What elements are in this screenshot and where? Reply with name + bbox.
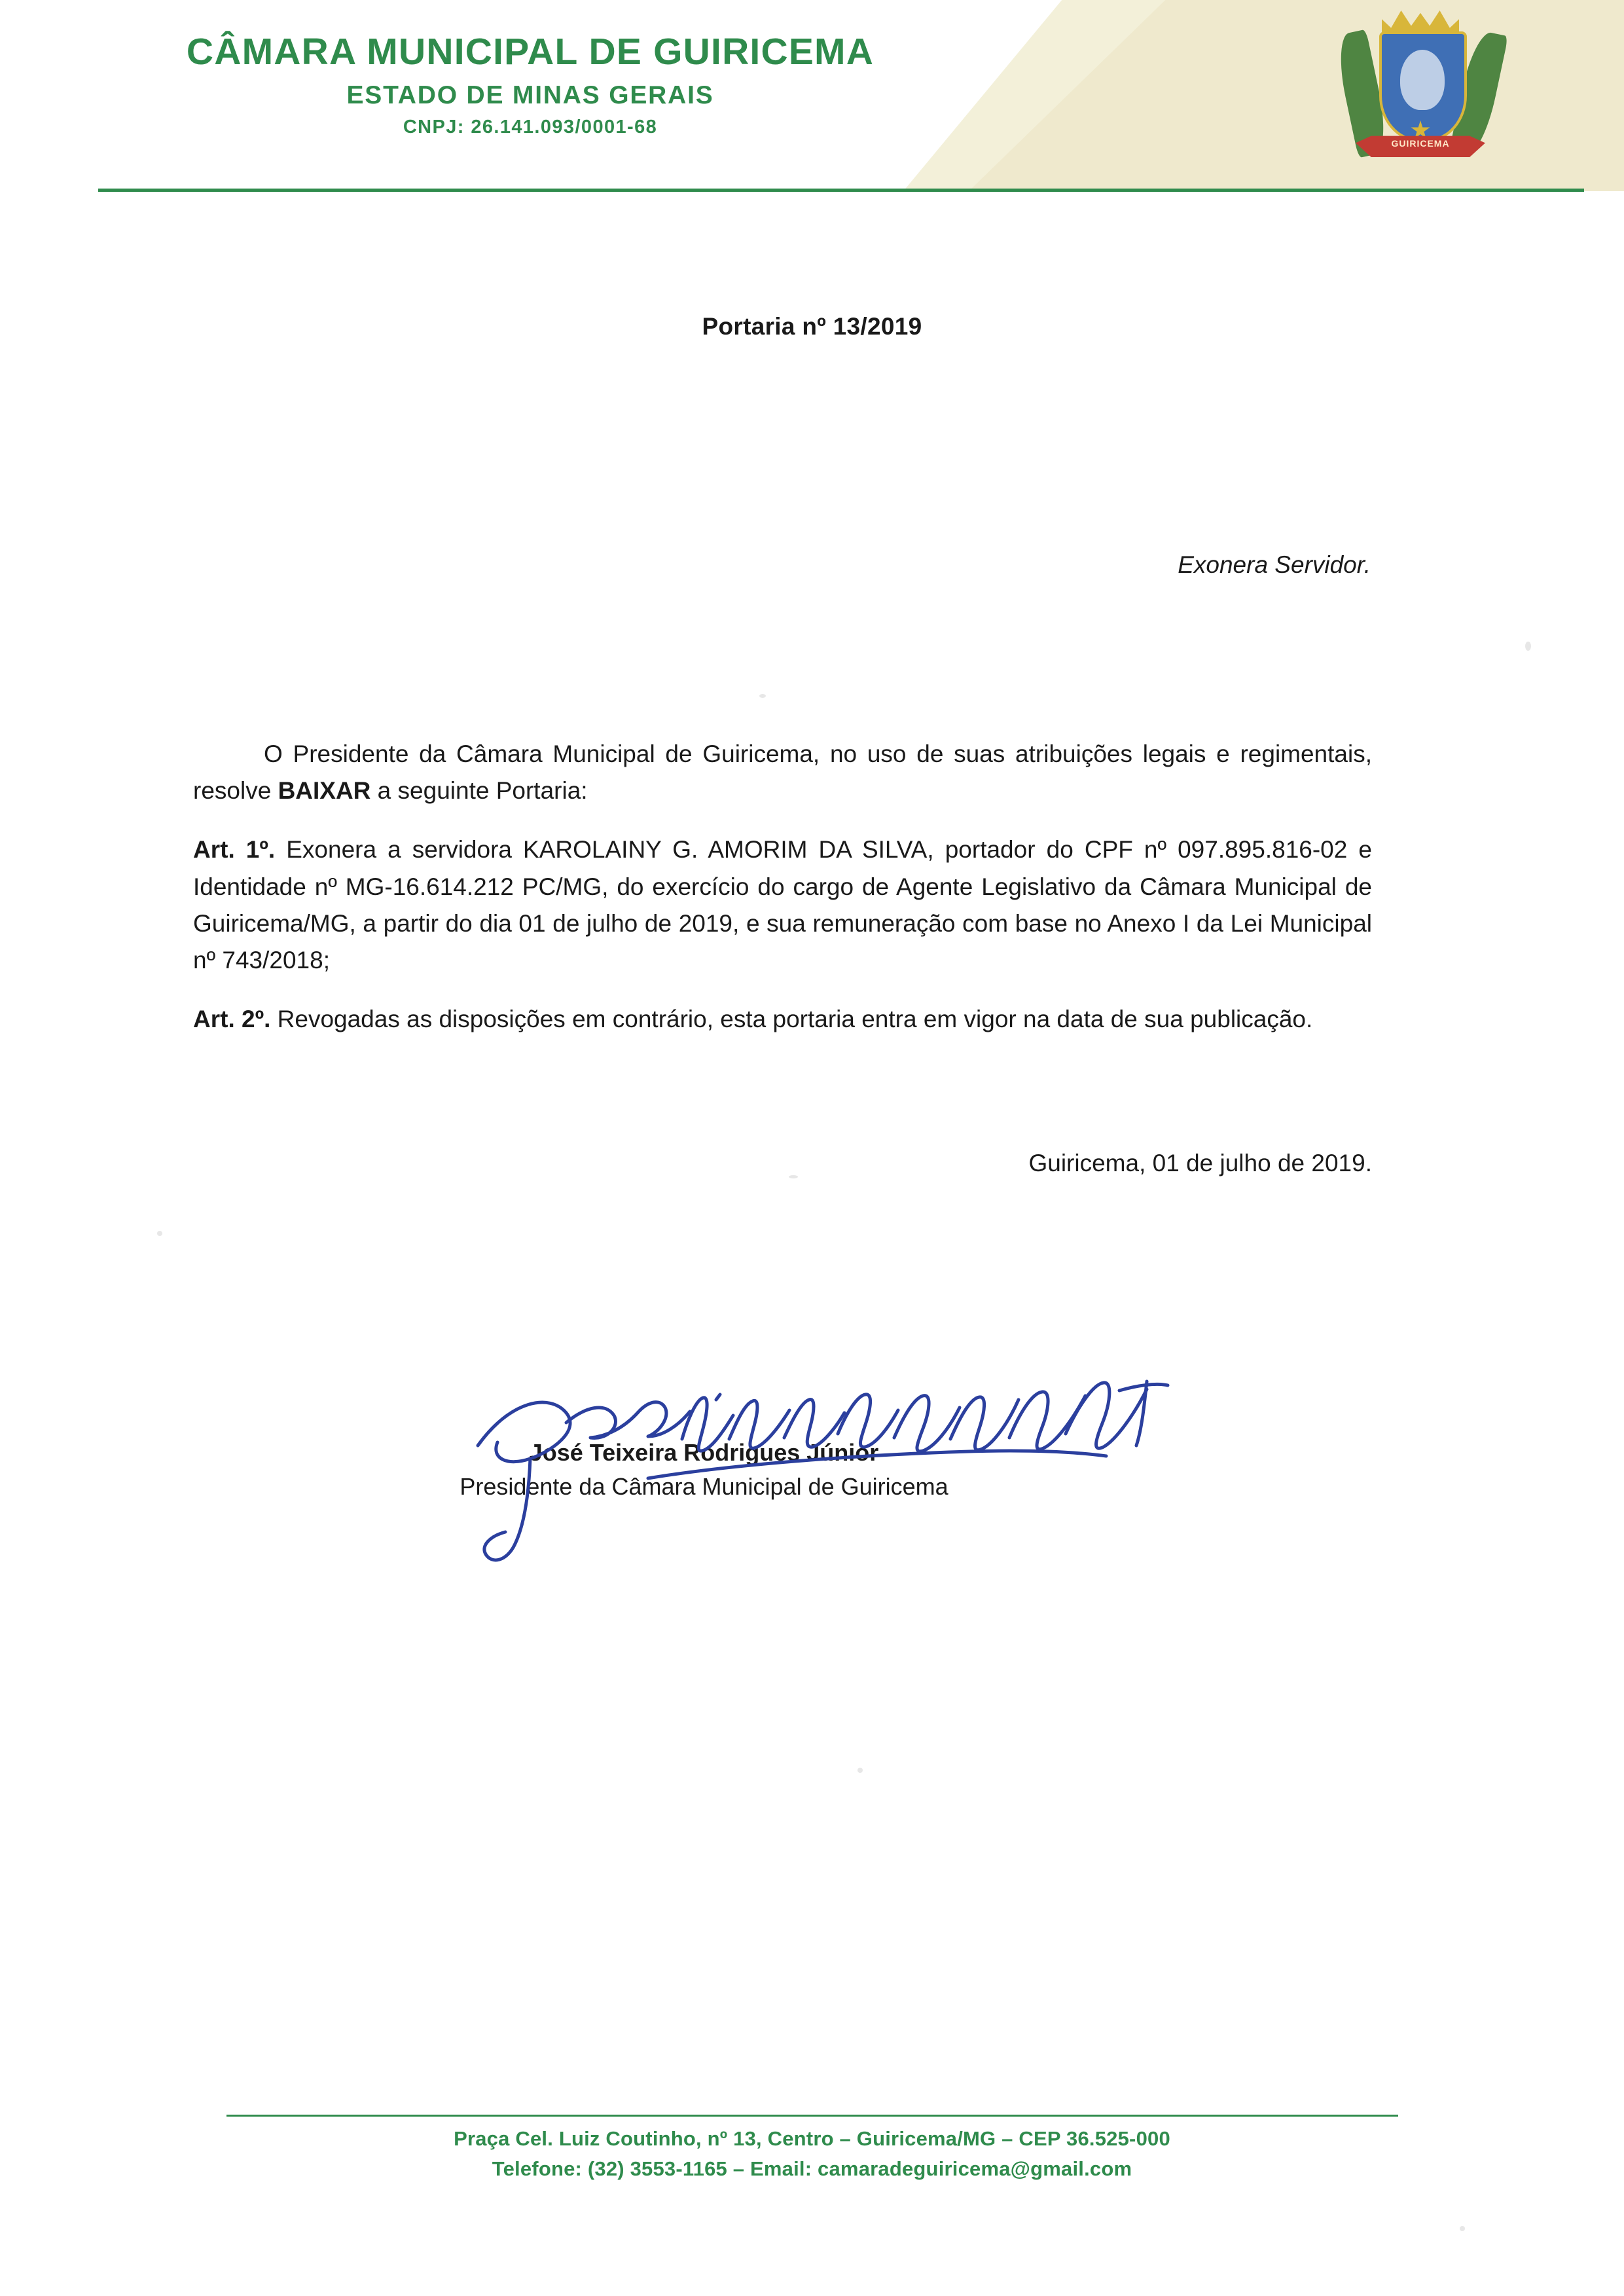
scan-speck bbox=[1460, 2226, 1465, 2231]
page-title: Portaria nº 13/2019 bbox=[702, 313, 922, 340]
paragraph-article-1 bbox=[193, 831, 1372, 979]
state-name: ESTADO DE MINAS GERAIS bbox=[346, 81, 714, 109]
crest-label: GUIRICEMA bbox=[1391, 138, 1450, 149]
document-subject: Exonera Servidor. bbox=[1178, 551, 1371, 578]
scan-speck bbox=[857, 1768, 863, 1773]
preamble-text-end: a seguinte Portaria: bbox=[370, 777, 588, 805]
cnpj-number: CNPJ: 26.141.093/0001-68 bbox=[403, 117, 658, 137]
preamble-emphasis: BAIXAR bbox=[278, 777, 371, 805]
shield-inner-figure-icon bbox=[1400, 50, 1445, 110]
paragraph-article-2 bbox=[193, 1001, 1372, 1038]
signatory-role: Presidente da Câmara Municipal de Guiricema bbox=[460, 1472, 948, 1500]
letterhead-text-block bbox=[0, 30, 1060, 138]
scan-speck bbox=[1525, 642, 1531, 651]
coat-of-arms-icon bbox=[1339, 5, 1502, 182]
shield-icon bbox=[1379, 31, 1467, 141]
place-and-date: Guiricema, 01 de julho de 2019. bbox=[1028, 1149, 1372, 1176]
organization-name: CÂMARA MUNICIPAL DE GUIRICEMA bbox=[186, 31, 875, 73]
scan-speck bbox=[157, 1231, 162, 1236]
document-content bbox=[0, 736, 1624, 1038]
footer-contact: Telefone: (32) 3553-1165 – Email: camaradeguiricema@gmail.com bbox=[492, 2157, 1132, 2180]
footer bbox=[0, 2115, 1624, 2187]
article-2-text: Revogadas as disposições em contrário, esta portaria entra em vigor na data de sua publicação. bbox=[270, 1006, 1313, 1033]
signature-block bbox=[0, 1439, 1624, 1501]
handwritten-signature bbox=[452, 1360, 1185, 1576]
preamble-text: O Presidente da Câmara Municipal de Guiricema, no uso de suas atribuições legais e regimentais, resolve bbox=[193, 740, 1372, 805]
article-1-text: Exonera a servidora KAROLAINY G. AMORIM DA SILVA, portador do CPF nº 097.895.816-02 e Identidade nº MG-16.614.212 PC/MG, do exercício do cargo de Agente Legislativo da Câmara Municipal de Guiricema/MG, a partir do dia 01 de julho de 2019, e sua remuneração com base no Anexo I da Lei Municipal nº 743/2018; bbox=[193, 836, 1372, 974]
letterhead bbox=[0, 0, 1624, 196]
document-body bbox=[0, 196, 1624, 1501]
scan-speck bbox=[759, 694, 766, 698]
letterhead-divider bbox=[98, 189, 1584, 192]
scan-speck bbox=[789, 1175, 798, 1178]
article-1-label: Art. 1º. bbox=[193, 836, 276, 864]
footer-divider bbox=[226, 2115, 1398, 2117]
footer-address: Praça Cel. Luiz Coutinho, nº 13, Centro – Guiricema/MG – CEP 36.525-000 bbox=[454, 2127, 1170, 2150]
signatory-name: José Teixeira Rodrigues Júnior bbox=[529, 1438, 879, 1466]
article-2-label: Art. 2º. bbox=[193, 1006, 271, 1033]
paragraph-preamble bbox=[193, 736, 1372, 809]
